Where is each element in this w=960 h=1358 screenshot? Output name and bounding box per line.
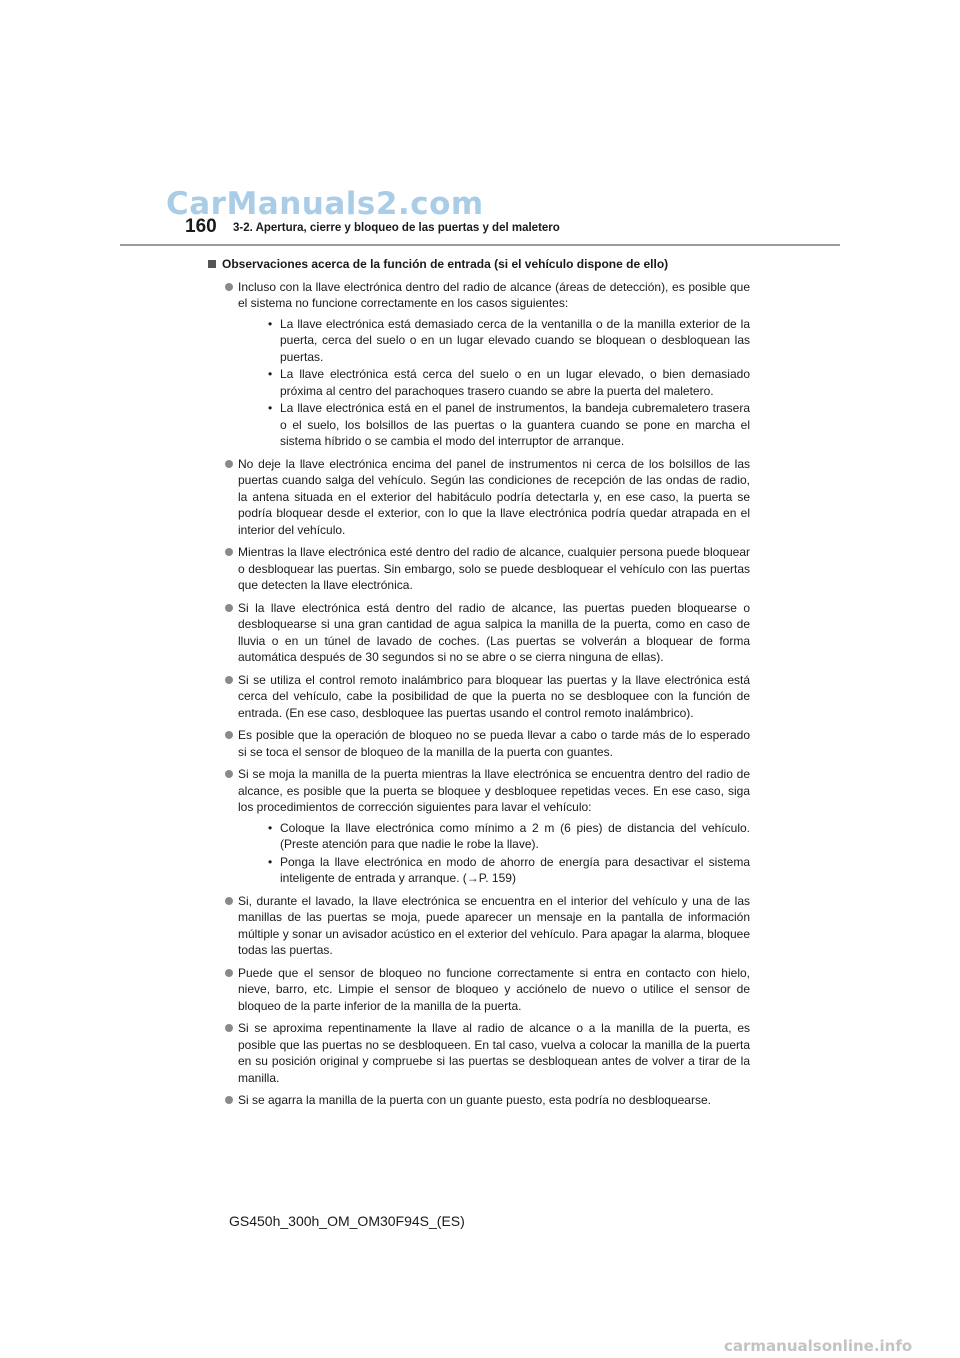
bullet-paragraph	[208, 600, 750, 666]
round-bullet-icon	[225, 897, 233, 905]
sub-list	[238, 820, 750, 887]
page-content	[208, 256, 750, 1115]
sub-item-text: Ponga la llave electrónica en modo de ahorro de energía para desactivar el sistema inteligente de entrada y arranque. (→P. 159)	[280, 854, 750, 885]
paragraph-text: Es posible que la operación de bloqueo no se pueda llevar a cabo o tarde más de lo esperado si se toca el sensor de bloqueo de la manilla de la puerta con guantes.	[238, 728, 750, 759]
round-bullet-icon	[225, 604, 233, 612]
sub-item-text: La llave electrónica está cerca del suelo o en un lugar elevado, o bien demasiado próxima al centro del parachoques trasero cuando se abre la puerta del maletero.	[280, 367, 750, 398]
round-bullet-icon	[225, 1096, 233, 1104]
paragraph-list	[208, 279, 750, 1109]
bullet-paragraph	[208, 672, 750, 722]
paragraph-text: Mientras la llave electrónica esté dentro del radio de alcance, cualquier persona puede bloquear o desbloquear las puertas. Sin embargo, solo se puede desbloquear el vehículo con las puertas que detecten la llave electrónica.	[238, 545, 750, 592]
round-bullet-icon	[225, 1024, 233, 1032]
round-bullet-icon	[225, 969, 233, 977]
paragraph-text: Si, durante el lavado, la llave electrónica se encuentra en el interior del vehículo y una de las manillas de las puertas se moja, puede aparecer un mensaje en la pantalla de información múltiple y sonar un avisador acústico en el exterior del vehículo. Para apagar la alarma, bloquee todas las puertas.	[238, 893, 750, 957]
bullet-paragraph	[208, 965, 750, 1015]
page-number: 160	[185, 216, 217, 237]
middle-dot-icon: •	[268, 367, 273, 381]
paragraph-text: Si se agarra la manilla de la puerta con un guante puesto, esta podría no desbloquearse.	[238, 1093, 711, 1107]
bullet-paragraph	[208, 456, 750, 539]
middle-dot-icon: •	[268, 401, 273, 415]
round-bullet-icon	[225, 676, 233, 684]
bullet-paragraph	[208, 766, 750, 887]
middle-dot-icon: •	[268, 820, 273, 835]
bullet-paragraph	[208, 544, 750, 594]
sub-item-text: La llave electrónica está en el panel de instrumentos, la bandeja cubremaletero trasera o el suelo, los bolsillos de las puertas o la guantera cuando se pone en marcha el sistema híbrido o se cambia el modo del interruptor de arranque.	[280, 401, 750, 448]
round-bullet-icon	[225, 731, 233, 739]
middle-dot-icon: •	[268, 854, 273, 869]
running-head: 3-2. Apertura, cierre y bloqueo de las puertas y del maletero	[233, 222, 560, 234]
round-bullet-icon	[225, 460, 233, 468]
paragraph-text: No deje la llave electrónica encima del panel de instrumentos ni cerca de los bolsillos de las puertas cuando salga del vehículo. Según las condiciones de recepción de las ondas de radio, la antena situada en el exterior del habitáculo podría detectarla y, en ese caso, la puerta se podría bloquear desde el exterior, con lo que la llave electrónica podría quedar atrapada en el interior del vehículo.	[238, 456, 750, 537]
paragraph-text: Si se moja la manilla de la puerta mientras la llave electrónica se encuentra dentro del radio de alcance, es posible que la puerta se bloquee y desbloquee repetidas veces. En ese caso, siga los procedimientos de corrección siguientes para lavar el vehículo:	[238, 767, 750, 814]
paragraph-text: Si se utiliza el control remoto inalámbrico para bloquear las puertas y la llave electrónica está cerca del vehículo, cabe la posibilidad de que la puerta no se desbloquee con la función de entrada. (En ese caso, desbloquee las puertas usando el control remoto inalámbrico).	[238, 672, 750, 720]
sub-list-item	[238, 820, 750, 853]
bullet-paragraph	[208, 1092, 750, 1109]
section-heading-text: Observaciones acerca de la función de entrada (si el vehículo dispone de ello)	[222, 257, 669, 271]
bullet-paragraph	[208, 893, 750, 959]
sub-list-item	[238, 316, 750, 366]
round-bullet-icon	[225, 770, 233, 778]
bullet-paragraph	[208, 279, 750, 450]
paragraph-text: Puede que el sensor de bloqueo no funcione correctamente si entra en contacto con hielo, nieve, barro, etc. Limpie el sensor de bloqueo y acciónelo de nuevo o utilice el sensor de bloqueo de la parte inferior de la manilla de la puerta.	[238, 965, 750, 1013]
sub-item-text: Coloque la llave electrónica como mínimo a 2 m (6 pies) de distancia del vehículo. (Preste atención para que nadie le robe la llave).	[280, 820, 750, 851]
paragraph-text: Si se aproxima repentinamente la llave al radio de alcance o a la manilla de la puerta, es posible que las puertas no se desbloqueen. En tal caso, vuelva a colocar la manilla de la puerta en su posición original y compruebe si las puertas se desbloquean antes de volver a tirar de la manilla.	[238, 1021, 750, 1085]
square-bullet-icon	[208, 260, 216, 268]
sub-list-item	[238, 854, 750, 887]
sub-list-item	[238, 366, 750, 399]
header-divider	[120, 244, 840, 246]
document-code: GS450h_300h_OM_OM30F94S_(ES)	[229, 1213, 465, 1229]
round-bullet-icon	[225, 548, 233, 556]
round-bullet-icon	[225, 283, 233, 291]
bullet-paragraph	[208, 1020, 750, 1086]
paragraph-text: Incluso con la llave electrónica dentro del radio de alcance (áreas de detección), es posible que el sistema no funcione correctamente en los casos siguientes:	[238, 279, 750, 310]
section-heading	[208, 256, 750, 273]
sub-list-item	[238, 400, 750, 450]
paragraph-text: Si la llave electrónica está dentro del radio de alcance, las puertas pueden bloquearse o desbloquearse si una gran cantidad de agua salpica la manilla de la puerta, como en caso de lluvia o en un túnel de lavado de coches. (Las puertas se volverán a bloquear de forma automática después de 30 segundos si no se abre o se cierra ninguna de ellas).	[238, 600, 750, 664]
watermark-logo-bottom: carmanualsonline.info	[724, 1337, 913, 1355]
sub-item-text: La llave electrónica está demasiado cerca de la ventanilla o de la manilla exterior de la puerta, cerca del suelo o en un lugar elevado cuando se bloquean o desbloquean las puertas.	[280, 316, 750, 364]
watermark-logo-top: CarManuals2.com	[166, 186, 484, 222]
middle-dot-icon: •	[268, 316, 273, 331]
bullet-paragraph	[208, 727, 750, 760]
sub-list	[238, 316, 750, 450]
